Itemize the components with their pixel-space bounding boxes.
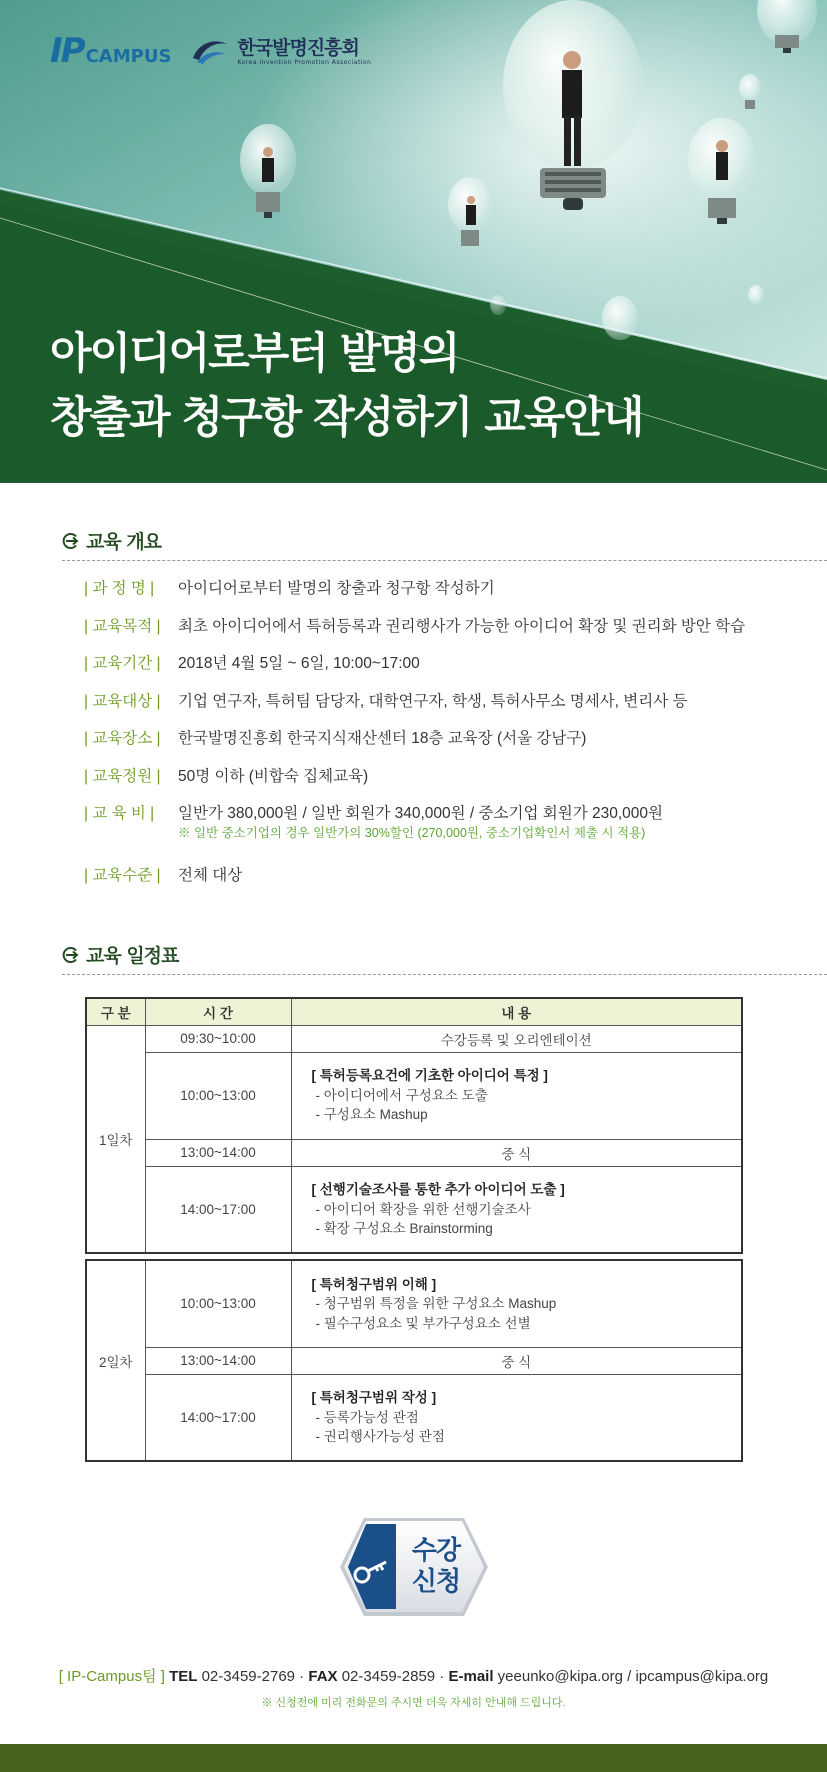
- session-time: 09:30~10:00: [145, 1025, 291, 1052]
- apply-button-label: [396, 1536, 476, 1598]
- value-level: 전체 대상: [178, 867, 243, 884]
- header-content: 내 용: [291, 998, 742, 1025]
- apply-button[interactable]: [336, 1512, 492, 1622]
- title-line-1: 아이디어로부터 발명의: [50, 329, 459, 379]
- value-purpose: 최초 아이디어에서 특허등록과 권리행사가 가능한 아이디어 확장 및 권리화 방안 학습: [178, 617, 746, 635]
- bottom-bar: [0, 1744, 827, 1772]
- overview-list: [84, 576, 804, 901]
- label-level: | 교육수준 |: [84, 867, 161, 884]
- label-target: | 교육대상 |: [84, 692, 161, 710]
- fax-label: FAX: [308, 1668, 338, 1685]
- logo-campus-text: CAMPUS: [85, 46, 172, 67]
- session-item: - 권리행사가능성 관점: [315, 1429, 445, 1444]
- session-time: 13:00~14:00: [145, 1139, 291, 1166]
- session-content: [291, 1166, 742, 1253]
- table-header-row: [86, 998, 742, 1025]
- header-division: 구 분: [86, 998, 145, 1025]
- overview-row-period: [84, 651, 804, 689]
- ipcampus-logo[interactable]: [50, 31, 172, 71]
- logo-group: [50, 31, 372, 71]
- day-label: 1일차: [86, 1025, 145, 1253]
- session-item: - 구성요소 Mashup: [315, 1107, 428, 1123]
- day-label: 2일차: [86, 1260, 145, 1461]
- overview-heading-text: 교육 개요: [86, 531, 162, 553]
- divider: [62, 560, 827, 561]
- overview-row-fee: [84, 801, 804, 863]
- schedule-table-day2: [85, 1259, 743, 1462]
- overview-row-course: [84, 576, 804, 614]
- logo-ip-text: IP: [50, 31, 84, 71]
- apply-label-line-2: 신청: [411, 1567, 461, 1597]
- schedule-heading: [62, 941, 178, 968]
- team-name: [ IP-Campus팀 ]: [58, 1668, 165, 1685]
- fax-number: 02-3459-2859: [341, 1668, 436, 1685]
- session-item: - 필수구성요소 및 부가구성요소 선별: [315, 1315, 531, 1331]
- session-item: - 확장 구성요소 Brainstorming: [315, 1221, 493, 1236]
- circle-arrow-icon: [62, 946, 80, 964]
- value-target: 기업 연구자, 특허팀 담당자, 대학연구자, 학생, 특허사무소 명세사, 변리사 등: [178, 692, 688, 710]
- table-row: [86, 1139, 742, 1166]
- fee-discount-note: ※ 일반 중소기업의 경우 일반가의 30%할인 (270,000원, 중소기업확인서 제출 시 적용): [178, 826, 646, 840]
- contact-info: [ IP-Campus팀 ] TEL 02-3459-2769 · FAX 02-3459-2859 · E-mail yeeunko@kipa.org / ipcampus@kipa.org: [58, 1668, 769, 1685]
- value-capacity: 50명 이하 (비합숙 집체교육): [178, 767, 369, 785]
- session-title: [ 특허등록요건에 기초한 아이디어 특정 ]: [311, 1068, 548, 1084]
- value-period: 2018년 4월 5일 ~ 6일, 10:00~17:00: [178, 655, 420, 672]
- email-address[interactable]: yeeunko@kipa.org / ipcampus@kipa.org: [497, 1668, 769, 1685]
- table-row: [86, 1374, 742, 1461]
- table-row: [86, 1025, 742, 1052]
- session-item: - 아이디어 확장을 위한 선행기술조사: [315, 1201, 531, 1217]
- table-row: [86, 1347, 742, 1374]
- label-purpose: | 교육목적 |: [84, 617, 161, 635]
- org-name-english: Korea Invention Promotion Association: [237, 58, 372, 66]
- label-capacity: | 교육정원 |: [84, 767, 161, 785]
- page-title: [50, 322, 642, 450]
- label-venue: | 교육장소 |: [84, 730, 161, 747]
- label-period: | 교육기간 |: [84, 655, 161, 672]
- kipa-emblem-icon: [189, 36, 231, 66]
- session-time: 14:00~17:00: [145, 1166, 291, 1253]
- session-title: [ 특허청구범위 이해 ]: [311, 1276, 437, 1292]
- title-line-2: 창출과 청구항 작성하기 교육안내: [50, 393, 643, 443]
- value-course: 아이디어로부터 발명의 창출과 청구항 작성하기: [178, 580, 495, 597]
- session-content: [291, 1052, 742, 1139]
- session-item: - 아이디어에서 구성요소 도출: [315, 1087, 488, 1103]
- session-item: - 등록가능성 관점: [315, 1409, 419, 1425]
- session-content: [291, 1260, 742, 1347]
- table-row: [86, 1260, 742, 1347]
- session-title: [ 선행기술조사를 통한 추가 아이디어 도출 ]: [311, 1182, 565, 1197]
- overview-row-level: [84, 863, 804, 901]
- hero-banner: [0, 0, 827, 483]
- session-time: 13:00~14:00: [145, 1347, 291, 1374]
- session-time: 10:00~13:00: [145, 1260, 291, 1347]
- header-time: 시 간: [145, 998, 291, 1025]
- session-title: [ 특허청구범위 작성 ]: [311, 1390, 437, 1405]
- table-row: [86, 1052, 742, 1139]
- value-fee: 일반가 380,000원 / 일반 회원가 340,000원 / 중소기업 회원가 230,000원: [178, 805, 663, 822]
- overview-row-capacity: [84, 764, 804, 802]
- session-time: 14:00~17:00: [145, 1374, 291, 1461]
- tel-label: TEL: [169, 1668, 198, 1685]
- overview-heading: [62, 527, 161, 554]
- label-fee: | 교 육 비 |: [84, 805, 155, 822]
- label-course: | 과 정 명 |: [84, 580, 155, 597]
- circle-arrow-icon: [62, 532, 80, 550]
- overview-row-purpose: [84, 614, 804, 652]
- tel-number[interactable]: 02-3459-2769: [201, 1668, 296, 1685]
- contact-note: ※ 신청전에 미리 전화문의 주시면 더욱 자세히 안내해 드립니다.: [261, 1697, 566, 1709]
- session-item: - 청구범위 특정을 위한 구성요소 Mashup: [315, 1296, 557, 1311]
- overview-row-target: [84, 689, 804, 727]
- kipa-logo[interactable]: [189, 36, 371, 66]
- schedule-heading-text: 교육 일정표: [86, 945, 179, 967]
- org-name-korean: 한국발명진흥회: [237, 36, 359, 59]
- schedule-table-day1: [85, 997, 743, 1254]
- session-time: 10:00~13:00: [145, 1052, 291, 1139]
- divider: [62, 974, 827, 975]
- value-venue: 한국발명진흥회 한국지식재산센터 18층 교육장 (서울 강남구): [178, 730, 587, 747]
- apply-label-line-1: 수강: [411, 1536, 461, 1566]
- session-title: 수강등록 및 오리엔테이션: [291, 1025, 742, 1052]
- table-row: [86, 1166, 742, 1253]
- overview-row-venue: [84, 726, 804, 764]
- session-content: [291, 1374, 742, 1461]
- email-label: E-mail: [448, 1668, 494, 1685]
- session-title: 중 식: [291, 1139, 742, 1166]
- session-title: 중 식: [291, 1347, 742, 1374]
